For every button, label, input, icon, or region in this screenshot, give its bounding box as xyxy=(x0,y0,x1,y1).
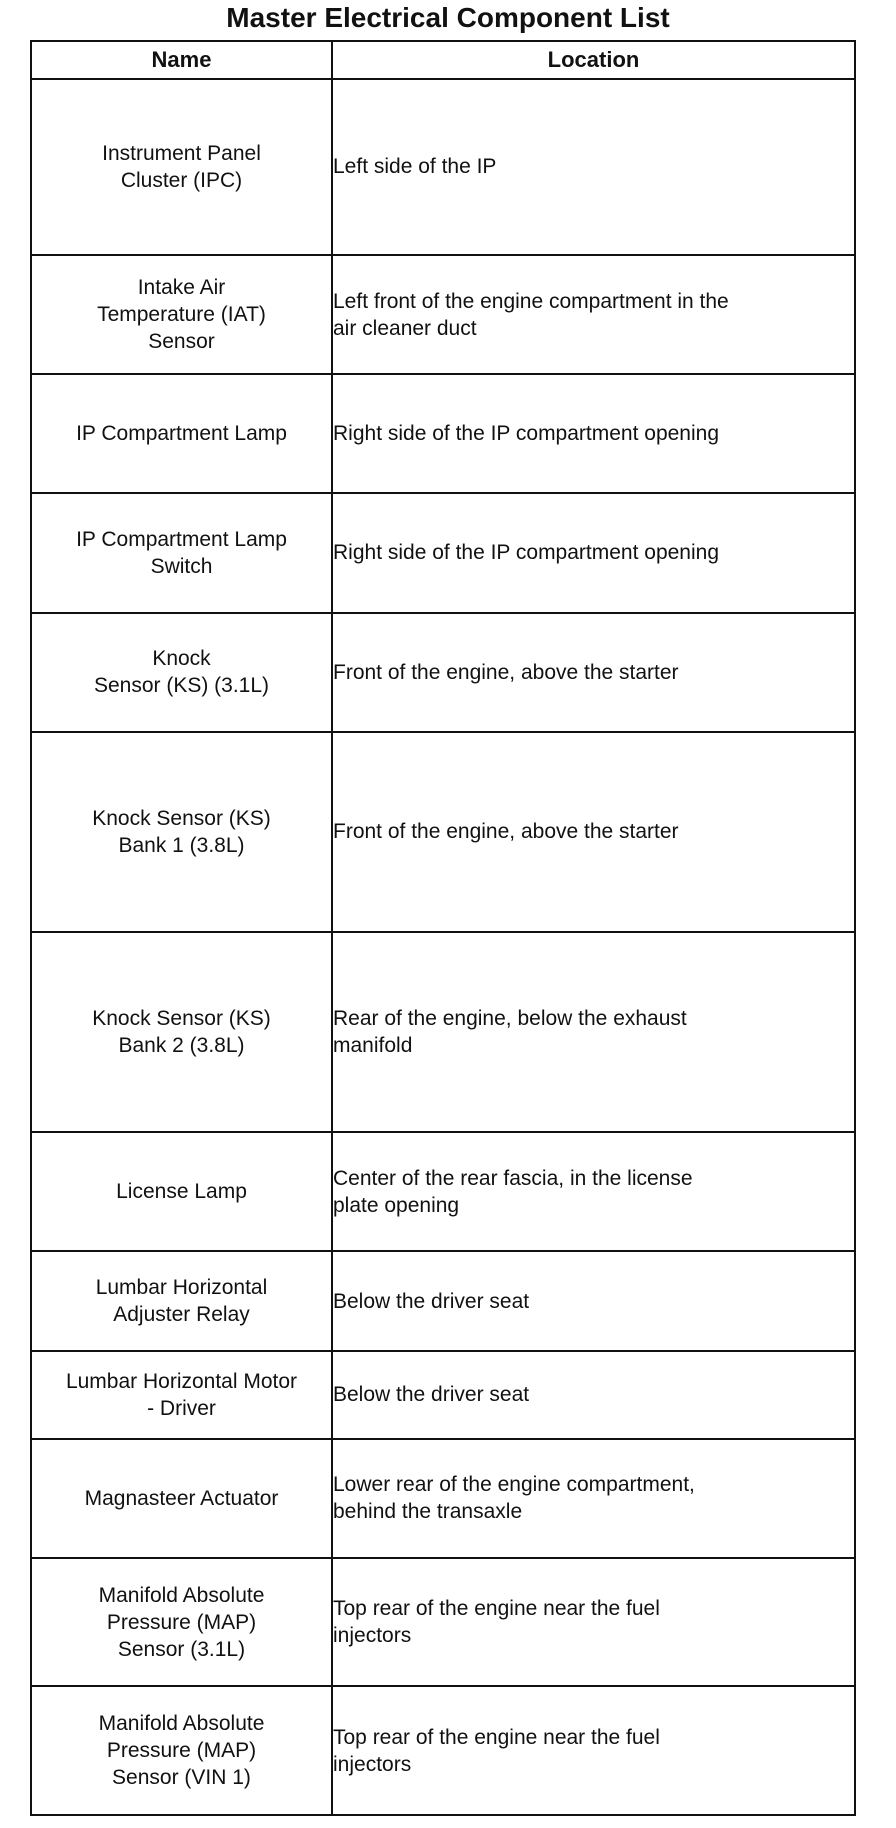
component-name: Intake Air Temperature (IAT) Sensor xyxy=(97,276,266,353)
component-name: Manifold Absolute Pressure (MAP) Sensor (VIN 1) xyxy=(98,1712,265,1790)
location-cell xyxy=(332,732,855,932)
name-cell xyxy=(31,79,332,255)
table-header-row xyxy=(31,41,855,79)
component-table xyxy=(30,40,856,1816)
name-cell xyxy=(31,493,332,612)
page-title: Master Electrical Component List xyxy=(226,2,670,33)
component-location: Front of the engine, above the starter xyxy=(333,820,679,844)
name-cell xyxy=(31,932,332,1132)
component-location: Rear of the engine, below the exhaust manifold xyxy=(333,1007,687,1058)
location-cell xyxy=(332,1686,855,1815)
name-cell xyxy=(31,1132,332,1251)
table-row xyxy=(31,79,855,255)
component-name: Knock Sensor (KS) Bank 2 (3.8L) xyxy=(92,1007,271,1058)
component-name: Knock Sensor (KS) (3.1L) xyxy=(93,647,270,698)
component-name: Magnasteer Actuator xyxy=(84,1486,279,1510)
component-name: Lumbar Horizontal Motor - Driver xyxy=(65,1369,298,1420)
component-location: Left side of the IP xyxy=(333,155,497,179)
component-name: IP Compartment Lamp Switch xyxy=(76,527,287,578)
component-location: Right side of the IP compartment opening xyxy=(333,541,720,565)
location-cell xyxy=(332,255,855,374)
component-location: Lower rear of the engine compartment, behind the transaxle xyxy=(333,1473,695,1524)
location-cell xyxy=(332,493,855,612)
name-cell xyxy=(31,1351,332,1439)
table-row xyxy=(31,1558,855,1686)
table-row xyxy=(31,1439,855,1558)
name-cell xyxy=(31,1558,332,1686)
table-row xyxy=(31,932,855,1132)
component-location: Top rear of the engine near the fuel injectors xyxy=(333,1597,660,1648)
name-cell xyxy=(31,732,332,932)
table-row xyxy=(31,1686,855,1815)
name-cell xyxy=(31,1251,332,1351)
component-location: Below the driver seat xyxy=(333,1383,530,1407)
column-header-location: Location xyxy=(332,41,855,79)
table-row xyxy=(31,613,855,732)
location-cell xyxy=(332,374,855,493)
name-cell xyxy=(31,374,332,493)
component-name: Knock Sensor (KS) Bank 1 (3.8L) xyxy=(92,806,271,857)
location-cell xyxy=(332,932,855,1132)
location-cell xyxy=(332,1558,855,1686)
location-cell xyxy=(332,79,855,255)
location-cell xyxy=(332,1132,855,1251)
component-name: Manifold Absolute Pressure (MAP) Sensor (3.1L) xyxy=(98,1583,265,1661)
table-row xyxy=(31,1251,855,1351)
name-cell xyxy=(31,613,332,732)
component-location: Top rear of the engine near the fuel injectors xyxy=(333,1725,660,1776)
table-row xyxy=(31,732,855,932)
component-location: Right side of the IP compartment opening xyxy=(333,422,720,446)
name-cell xyxy=(31,1686,332,1815)
component-location: Center of the rear fascia, in the license plate opening xyxy=(333,1166,693,1217)
component-name: License Lamp xyxy=(116,1180,247,1204)
table-row xyxy=(31,374,855,493)
component-location: Below the driver seat xyxy=(333,1289,530,1313)
table-row xyxy=(31,255,855,374)
name-cell xyxy=(31,1439,332,1558)
column-header-name: Name xyxy=(31,41,332,79)
component-name: IP Compartment Lamp xyxy=(76,422,287,446)
location-cell xyxy=(332,1439,855,1558)
location-cell xyxy=(332,1251,855,1351)
component-location: Left front of the engine compartment in the air cleaner duct xyxy=(333,289,729,340)
location-cell xyxy=(332,1351,855,1439)
table-row xyxy=(31,1351,855,1439)
component-location: Front of the engine, above the starter xyxy=(333,660,679,684)
location-cell xyxy=(332,613,855,732)
name-cell xyxy=(31,255,332,374)
component-name: Instrument Panel Cluster (IPC) xyxy=(102,141,261,192)
table-row xyxy=(31,493,855,612)
table-row xyxy=(31,1132,855,1251)
component-name: Lumbar Horizontal Adjuster Relay xyxy=(95,1276,268,1327)
